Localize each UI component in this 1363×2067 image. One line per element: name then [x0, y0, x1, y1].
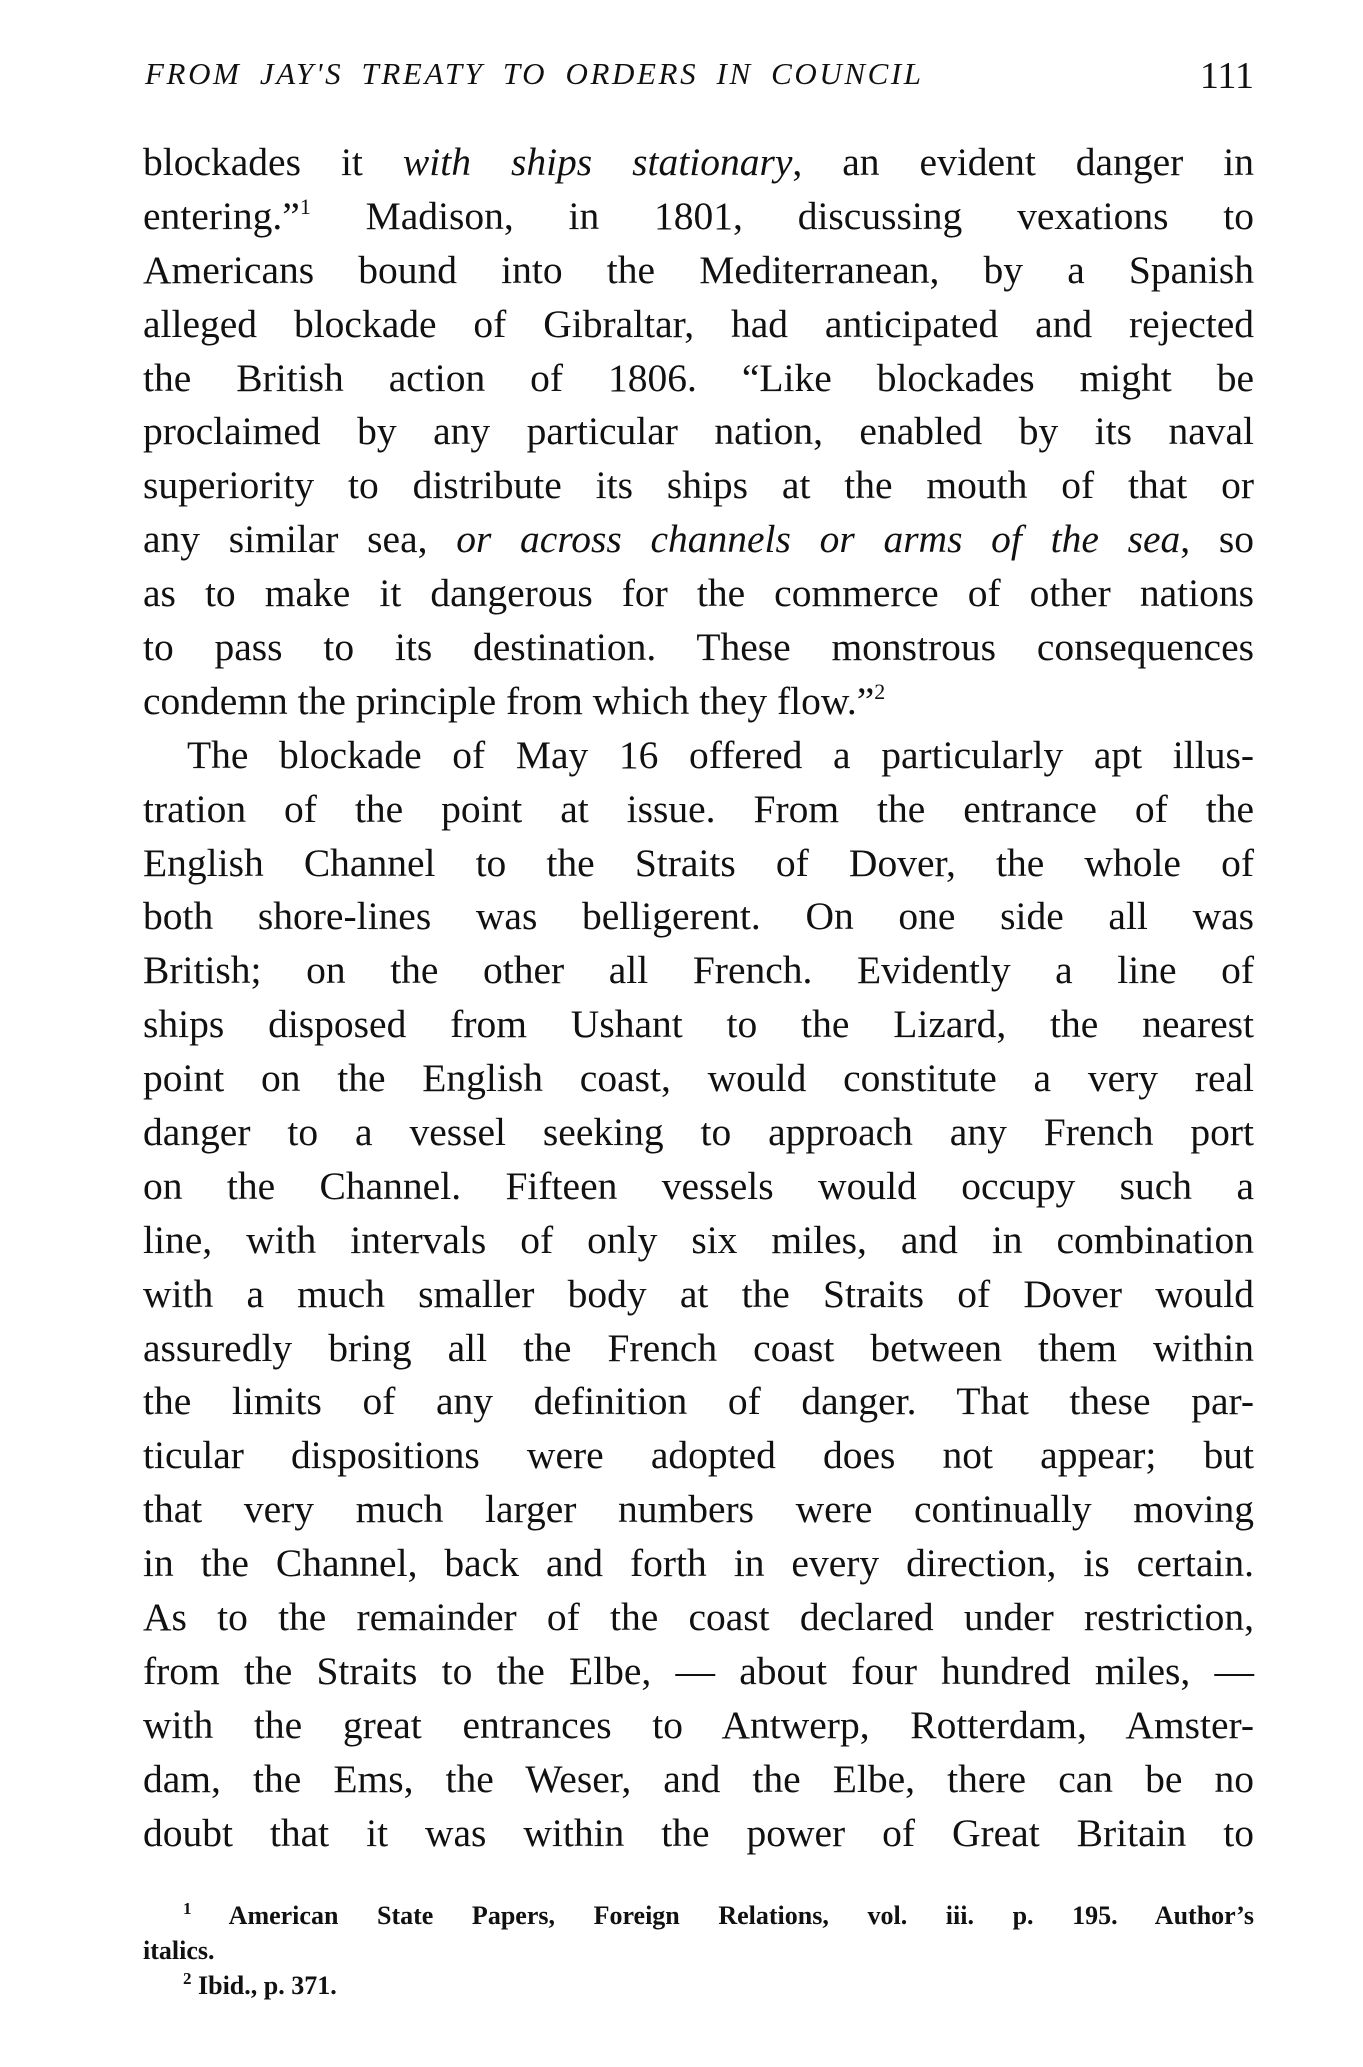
footnote-1-continuation: italics.: [143, 1936, 215, 1965]
text-line: [143, 1214, 1254, 1268]
text-segment: , an evident danger in: [792, 140, 1254, 184]
text-segment: dam, the Ems, the Weser, and the Elbe, there can be no: [143, 1756, 1254, 1801]
text-line: [143, 1052, 1254, 1106]
text-line: [143, 405, 1254, 459]
text-segment: The blockade of May 16 offered a particularly apt illus-: [187, 732, 1254, 777]
text-segment: As to the remainder of the coast declared under restriction,: [143, 1595, 1254, 1640]
footnotes: [143, 1898, 1254, 2003]
running-head: [143, 50, 1254, 97]
italic-text: with ships stationary: [402, 140, 793, 184]
text-segment: as to make it dangerous for the commerce of other nations: [143, 571, 1254, 616]
text-line: [143, 1483, 1254, 1537]
text-segment: condemn the principle from which they flow.”: [143, 678, 875, 723]
text-segment: tration of the point at issue. From the entrance of the: [143, 786, 1254, 831]
text-line: [143, 944, 1254, 998]
text-line: [143, 1645, 1254, 1699]
text-line: [143, 998, 1254, 1052]
text-line: [143, 1429, 1254, 1483]
text-segment: point on the English coast, would constitute a very real: [143, 1056, 1254, 1101]
text-segment: assuredly bring all the French coast between them within: [143, 1325, 1254, 1370]
text-line: [143, 783, 1254, 837]
text-line: [143, 837, 1254, 891]
text-segment: both shore-lines was belligerent. On one side all was: [143, 894, 1254, 939]
page-number: 111: [1199, 55, 1254, 97]
text-segment: doubt that it was within the power of Great Britain to: [143, 1810, 1254, 1855]
text-segment: Americans bound into the Mediterranean, by a Spanish: [143, 247, 1254, 292]
text-line: [143, 459, 1254, 513]
text-line: [143, 1807, 1254, 1861]
text-segment: that very much larger numbers were continually moving: [143, 1487, 1254, 1532]
text-line: [143, 729, 1254, 783]
text-line: [143, 1160, 1254, 1214]
text-segment: danger to a vessel seeking to approach any French port: [143, 1110, 1254, 1155]
text-segment: the British action of 1806. “Like blockades might be: [143, 355, 1254, 400]
body-text: [143, 136, 1254, 1861]
text-segment: proclaimed by any particular nation, enabled by its naval: [143, 409, 1254, 454]
text-line: [143, 298, 1254, 352]
text-segment: the limits of any definition of danger. That these par-: [143, 1379, 1254, 1424]
text-segment: English Channel to the Straits of Dover, the whole of: [143, 840, 1254, 885]
text-segment: ticular dispositions were adopted does not appear; but: [143, 1433, 1254, 1478]
italic-text: or across channels or arms of the sea: [456, 517, 1181, 562]
text-segment: to pass to its destination. These monstrous consequences: [143, 625, 1254, 670]
text-line: [143, 675, 1254, 729]
text-segment: any similar sea,: [143, 517, 457, 562]
text-segment: ships disposed from Ushant to the Lizard, the nearest: [143, 1002, 1254, 1047]
text-segment: British; on the other all French. Evidently a line of: [143, 948, 1254, 993]
text-segment: from the Straits to the Elbe, — about four hundred miles, —: [143, 1648, 1254, 1693]
text-line: [143, 890, 1254, 944]
text-line: [143, 1699, 1254, 1753]
footnote-marker: 1: [183, 1899, 192, 1918]
text-line: [143, 513, 1254, 567]
footnote-reference: 1: [299, 193, 311, 219]
text-segment: with the great entrances to Antwerp, Rotterdam, Amster-: [143, 1702, 1254, 1747]
text-line: [143, 1591, 1254, 1645]
text-line: [143, 1322, 1254, 1376]
footnote-marker: 2: [183, 1969, 192, 1988]
text-segment: in the Channel, back and forth in every direction, is certain.: [143, 1541, 1254, 1586]
text-line: [143, 1106, 1254, 1160]
text-segment: superiority to distribute its ships at the mouth of that or: [143, 463, 1254, 508]
text-segment: entering.”: [143, 193, 300, 238]
text-line: [143, 567, 1254, 621]
text-line: [143, 621, 1254, 675]
text-segment: , so: [1180, 517, 1254, 562]
text-line: [143, 244, 1254, 298]
text-line: [143, 1537, 1254, 1591]
footnote-1: [143, 1898, 1254, 1933]
text-segment: blockades it: [143, 140, 403, 184]
text-segment: on the Channel. Fifteen vessels would occupy such a: [143, 1163, 1254, 1208]
text-segment: Madison, in 1801, discussing vexations to: [310, 193, 1254, 238]
text-segment: with a much smaller body at the Straits of Dover would: [143, 1271, 1254, 1316]
text-segment: alleged blockade of Gibraltar, had anticipated and rejected: [143, 301, 1254, 346]
text-line: [143, 352, 1254, 406]
footnote-reference: 2: [874, 678, 886, 704]
running-title: FROM JAY'S TREATY TO ORDERS IN COUNCIL: [145, 56, 924, 91]
footnote-text: American State Papers, Foreign Relations, vol. iii. p. 195. Author’s: [228, 1901, 1254, 1930]
text-line: [143, 1753, 1254, 1807]
text-segment: line, with intervals of only six miles, and in combination: [143, 1217, 1254, 1262]
text-line: [143, 136, 1254, 190]
footnote-text: Ibid., p. 371.: [198, 1971, 337, 2000]
footnote-2: [143, 1968, 1254, 2003]
text-line: [143, 190, 1254, 244]
text-line: [143, 1375, 1254, 1429]
text-line: [143, 1268, 1254, 1322]
